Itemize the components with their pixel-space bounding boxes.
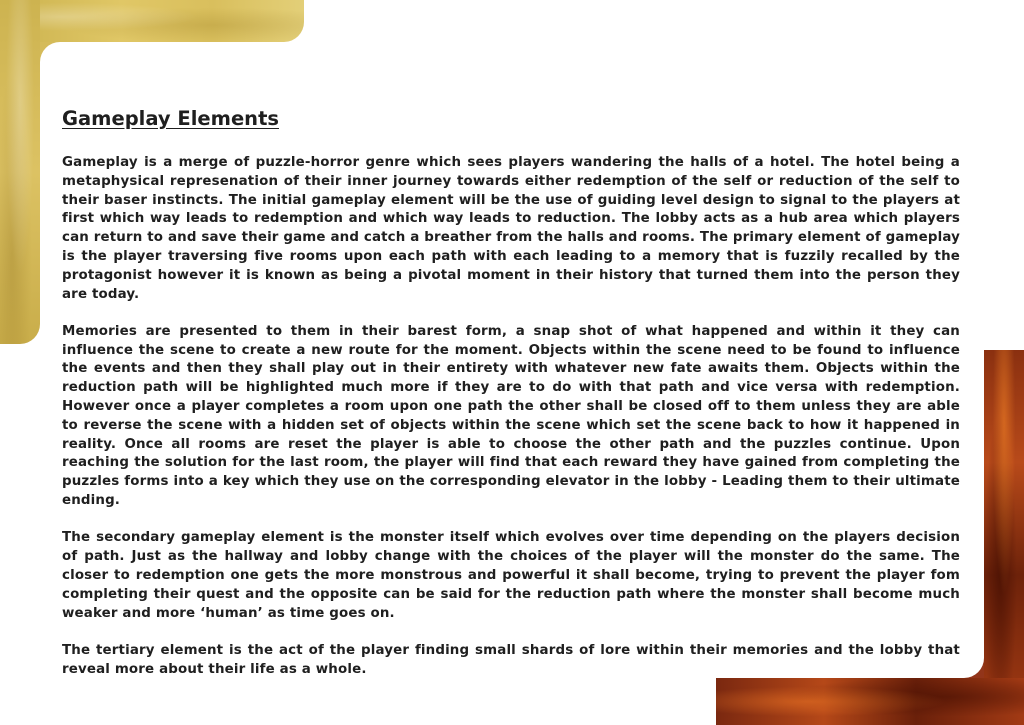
- paragraph-secondary: The secondary gameplay element is the monster itself which evolves over time depending on the players decision of path. Just as the hallway and lobby change with the choices of the player will the monster do the same. The closer to redemption one gets the more monstrous and powerful it shall become, trying to prevent the player fom completing their quest and the opposite can be said for the reduction path where the monster shall become much weaker and more ‘human’ as time goes on.: [62, 530, 960, 621]
- fire-frame-right: [984, 350, 1024, 725]
- gold-frame-left: [0, 0, 40, 344]
- gold-frame-top: [0, 0, 304, 42]
- paragraph-intro: Gameplay is a merge of puzzle-horror genre which sees players wandering the halls of a hotel. The hotel being a metaphysical represenation of their inner journey towards either redemption of the self or reduction of the self to their baser instincts. The initial gameplay element will be the use of guiding level design to signal to the players at first which way leads to redemption and which way leads to reduction. The lobby acts as a hub area which players can return to and save their game and catch a breather from the halls and rooms. The primary element of gameplay is the player traversing five rooms upon each path with each leading to a memory that is fuzzily recalled by the protagonist however it is known as being a pivotal moment in their history that turned them into the person they are today.: [62, 155, 960, 302]
- paragraph-memories: Memories are presented to them in their barest form, a snap shot of what happened and within it they can influence the scene to create a new route for the moment. Objects within the scene need to be found to influence the events and then they shall play out in their entirety with whatever new fate awaits them. Objects within the reduction path will be highlighted much more if they are to do with that path and vice versa with redemption. However once a player completes a room upon one path the other shall be closed off to them unless they are able to reverse the scene with a hidden set of objects within the scene which set the scene back to how it happened in reality. Once all rooms are reset the player is able to choose the other path and the puzzles continue. Upon reaching the solution for the last room, the player will find that each reward they have gained from completing the puzzles forms into a key which they use on the corresponding elevator in the lobby - Leading them to their ultimate ending.: [62, 323, 960, 509]
- document-body: [62, 107, 960, 698]
- page-title: Gameplay Elements: [62, 107, 279, 130]
- paragraph-tertiary: The tertiary element is the act of the player finding small shards of lore within their memories and the lobby that reveal more about their life as a whole.: [62, 642, 960, 677]
